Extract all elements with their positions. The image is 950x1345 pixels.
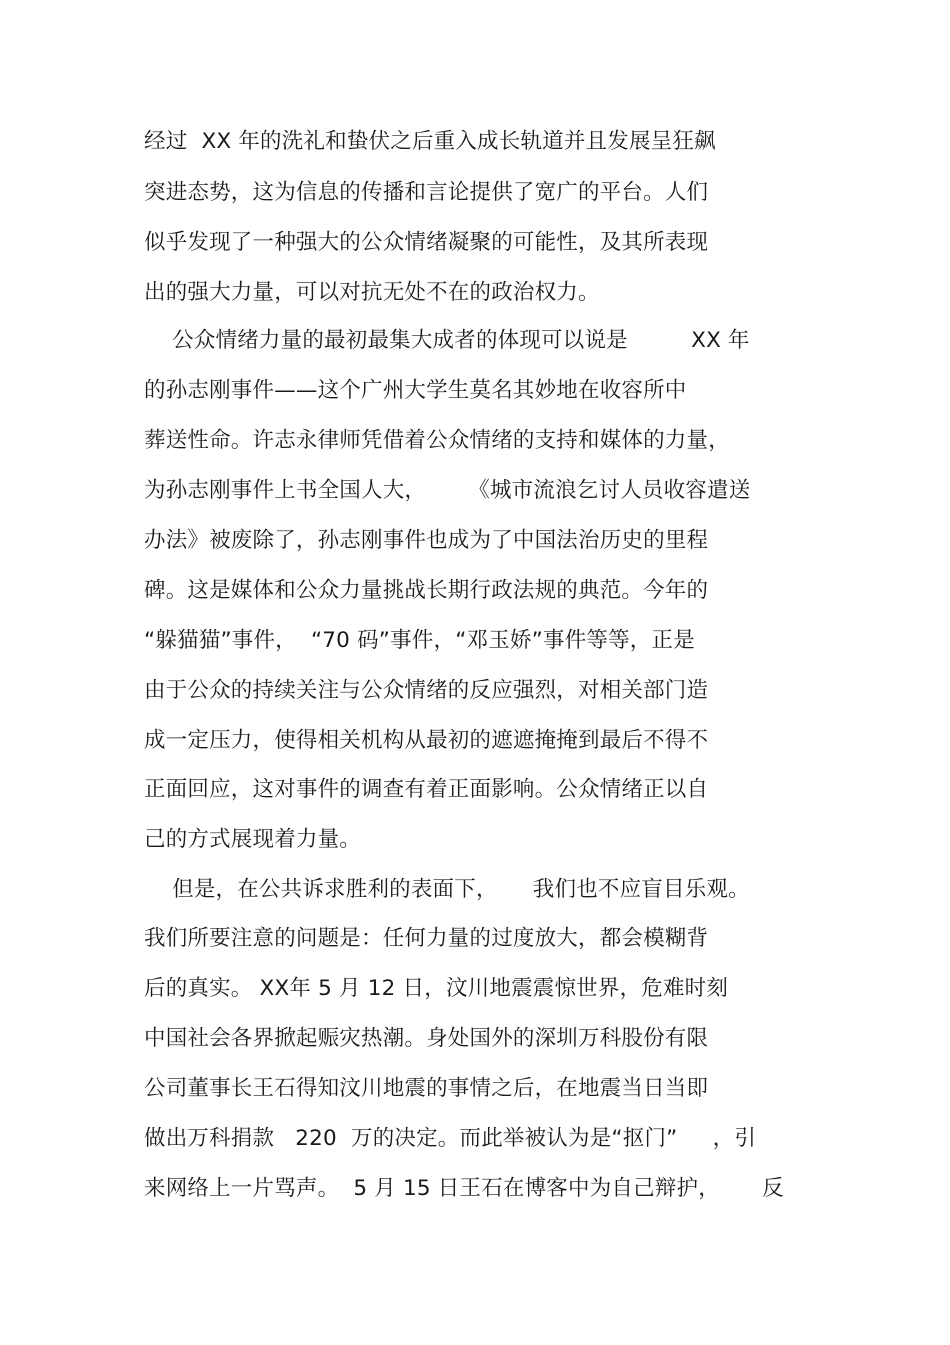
text-line: 的孙志刚事件——这个广州大学生莫名其妙地在收容所中	[144, 378, 687, 403]
text-line: 经过 XX 年的洗礼和蛰伏之后重入成长轨道并且发展呈狂飙	[144, 129, 716, 154]
paragraph-first-line: 公众情绪力量的最初最集大成者的体现可以说是 XX 年	[144, 328, 750, 353]
text-line: 成一定压力，使得相关机构从最初的遮遮掩掩到最后不得不	[144, 728, 709, 753]
text-line: 为孙志刚事件上书全国人大， 《城市流浪乞讨人员收容遣送	[144, 478, 751, 503]
text-line: 碑。这是媒体和公众力量挑战长期行政法规的典范。今年的	[144, 578, 709, 603]
paragraph-first-line: 但是，在公共诉求胜利的表面下， 我们也不应盲目乐观。	[144, 877, 750, 902]
text-line: 出的强大力量，可以对抗无处不在的政治权力。	[144, 280, 600, 305]
text-line: 来网络上一片骂声。 5 月 15 日王石在博客中为自己辩护， 反	[144, 1176, 784, 1201]
text-line: 办法》被废除了，孙志刚事件也成为了中国法治历史的里程	[144, 528, 709, 553]
text-line: 己的方式展现着力量。	[144, 827, 362, 852]
text-line: 突进态势，这为信息的传播和言论提供了宽广的平台。人们	[144, 180, 709, 205]
text-line: 由于公众的持续关注与公众情绪的反应强烈，对相关部门造	[144, 678, 709, 703]
text-line: 我们所要注意的问题是：任何力量的过度放大，都会模糊背	[144, 926, 709, 951]
text-line: 葬送性命。许志永律师凭借着公众情绪的支持和媒体的力量，	[144, 428, 730, 453]
text-line: 中国社会各界掀起赈灾热潮。身处国外的深圳万科股份有限	[144, 1026, 709, 1051]
text-line: “躲猫猫”事件， “70 码”事件，“邓玉娇”事件等等，正是	[144, 628, 695, 653]
text-line: 公司董事长王石得知汶川地震的事情之后，在地震当日当即	[144, 1076, 709, 1101]
text-line: 似乎发现了一种强大的公众情绪凝聚的可能性，及其所表现	[144, 230, 709, 255]
text-line: 做出万科捐款 220 万的决定。而此举被认为是“抠门” ，引	[144, 1126, 757, 1151]
text-line: 正面回应，这对事件的调查有着正面影响。公众情绪正以自	[144, 777, 709, 802]
text-line: 后的真实。 XX年 5 月 12 日，汶川地震震惊世界，危难时刻	[144, 976, 729, 1001]
